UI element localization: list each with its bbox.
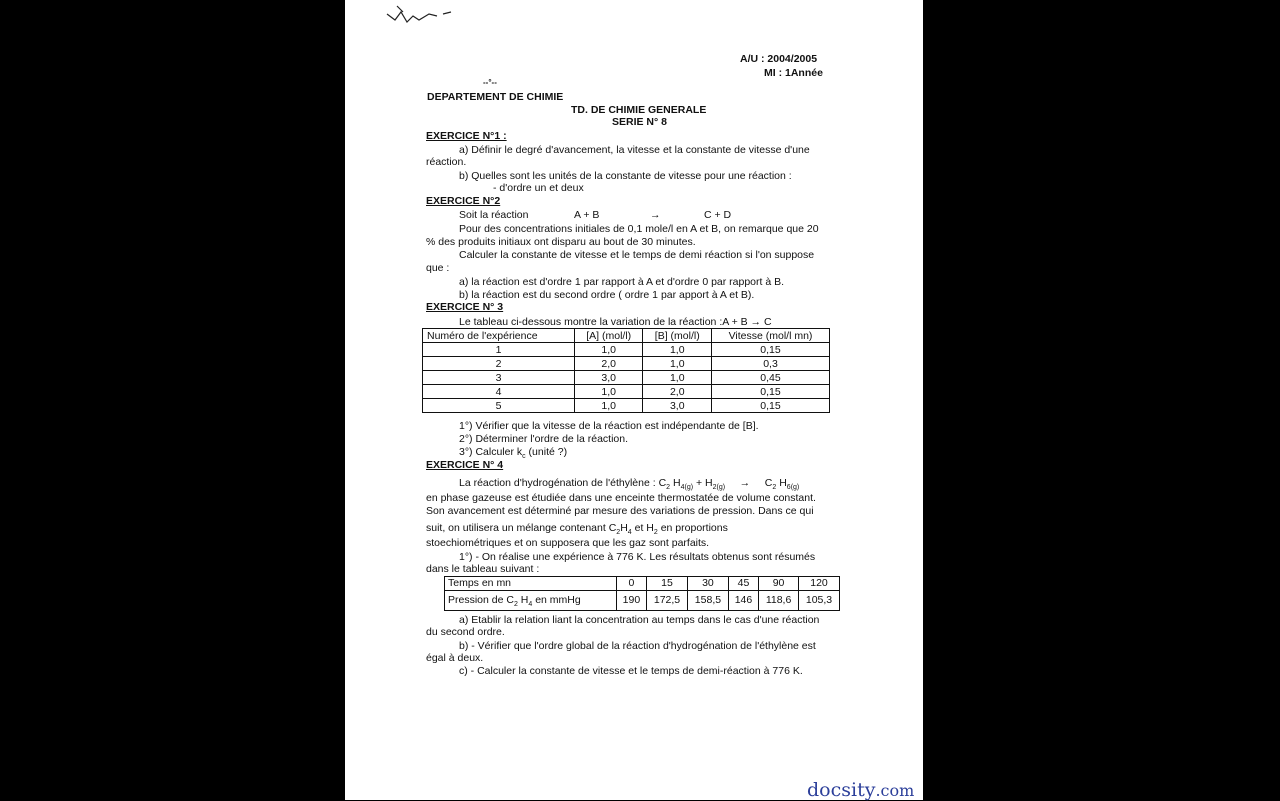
scribble-mark (385, 2, 465, 32)
docsity-watermark: docsity.com (807, 779, 915, 801)
ex2-paragraph-1: Pour des concentrations initiales de 0,1 mole/l en A et B, on remarque que 20 (459, 223, 819, 235)
ex2-reactants: A + B (574, 209, 600, 221)
ex4-paragraph-4: suit, on utilisera un mélange contenant $C_2H_4$ et $H_2$ en proportions (426, 522, 728, 537)
document-page (345, 0, 923, 800)
ex2-arrow: → (650, 209, 661, 221)
class-level: MI : 1Année (764, 67, 823, 79)
exercise-3-heading: EXERCICE N° 3 (426, 301, 504, 313)
ex4-experiment: 1°) - On réalise une expérience à 776 K. Les résultats obtenus sont résumés (459, 551, 816, 563)
table-cell: 0,45 (712, 371, 830, 385)
table-cell: 90 (759, 577, 799, 591)
table-row (423, 371, 830, 385)
table-cell: 1,0 (643, 343, 712, 357)
table-cell: 2 (423, 357, 575, 371)
ex4-table-intro: dans le tableau suivant : (426, 563, 540, 575)
ex2-paragraph-2: % des produits initiaux ont disparu au bout de 30 minutes. (426, 236, 696, 248)
exercise-4-heading: EXERCICE N° 4 (426, 459, 504, 471)
table-cell: 5 (423, 399, 575, 413)
table-cell: 2,0 (643, 385, 712, 399)
ex4-paragraph-2: en phase gazeuse est étudiée dans une enceinte thermostatée de volume constant. (426, 492, 816, 504)
table-cell: 1,0 (643, 357, 712, 371)
ex1-question-b-orders: - d'ordre un et deux (493, 182, 584, 194)
ex4-question-a-cont: du second ordre. (426, 626, 505, 638)
ex4-question-c: c) - Calculer la constante de vitesse et le temps de demi-réaction à 776 K. (459, 665, 803, 677)
ex4-question-a: a) Etablir la relation liant la concentration au temps dans le cas d'une réaction (459, 614, 820, 626)
table-cell: 190 (616, 591, 646, 611)
ex4-reaction-line: La réaction d'hydrogénation de l'éthylène : $C_2$ $H_{4(g)} + H_{2(g)}$ → $C_2$ $H_{6(g)}$ (459, 477, 800, 492)
ex2-soit: Soit la réaction (459, 209, 529, 221)
table-row (423, 343, 830, 357)
ex4-question-b-cont: égal à deux. (426, 652, 484, 664)
small-mark: --°-- (483, 78, 497, 87)
table-cell: 0,15 (712, 399, 830, 413)
table-row (445, 577, 840, 591)
table-cell: 172,5 (647, 591, 688, 611)
table-cell: 3 (423, 371, 575, 385)
column-header: Vitesse (mol/l mn) (712, 329, 830, 343)
ex3-question-2: 2°) Déterminer l'ordre de la réaction. (459, 433, 629, 445)
table-cell: 15 (647, 577, 688, 591)
table-cell: 118,6 (759, 591, 799, 611)
table-cell: 0,15 (712, 385, 830, 399)
table-cell: 3,0 (574, 371, 643, 385)
table-row (423, 399, 830, 413)
ex3-question-3: 3°) Calculer $k_c$ (unité ?) (459, 446, 568, 461)
table-cell: 2,0 (574, 357, 643, 371)
ex1-question-a: a) Définir le degré d'avancement, la vitesse et la constante de vitesse d'une (459, 144, 810, 156)
table-cell: 45 (728, 577, 758, 591)
table-row (445, 591, 840, 611)
table-cell: 3,0 (643, 399, 712, 413)
ex3-intro: Le tableau ci-dessous montre la variation de la réaction :A + B → C (459, 316, 772, 328)
ex2-case-a: a) la réaction est d'ordre 1 par rapport à A et d'ordre 0 par rapport à B. (459, 276, 785, 288)
ex2-paragraph-4: que : (426, 262, 450, 274)
column-header: Numéro de l'expérience (423, 329, 575, 343)
table-cell: 105,3 (799, 591, 840, 611)
ex4-paragraph-3: Son avancement est déterminé par mesure des variations de pression. Dans ce qui (426, 505, 814, 517)
ex3-question-1: 1°) Vérifier que la vitesse de la réaction est indépendante de [B]. (459, 420, 759, 432)
table-cell: 158,5 (687, 591, 728, 611)
ex4-paragraph-5: stoechiométriques et on supposera que les gaz sont parfaits. (426, 537, 710, 549)
table-row (423, 385, 830, 399)
academic-year: A/U : 2004/2005 (740, 53, 818, 65)
table-header-row (423, 329, 830, 343)
exercise-1-heading: EXERCICE N°1 : (426, 130, 507, 142)
series-number: SERIE N° 8 (612, 116, 667, 128)
ex1-question-b: b) Quelles sont les unités de la constante de vitesse pour une réaction : (459, 170, 792, 182)
table-cell: 146 (728, 591, 758, 611)
table-cell: 120 (799, 577, 840, 591)
column-header: [B] (mol/l) (643, 329, 712, 343)
ex3-data-table (422, 328, 830, 413)
ex2-paragraph-3: Calculer la constante de vitesse et le temps de demi réaction si l'on suppose (459, 249, 815, 261)
table-cell: 30 (687, 577, 728, 591)
table-row (423, 357, 830, 371)
column-header: [A] (mol/l) (574, 329, 643, 343)
ex1-question-a-cont: réaction. (426, 156, 467, 168)
ex2-products: C + D (704, 209, 732, 221)
pressure-row-label: Pression de $C_2$ $H_4$ en mmHg (445, 591, 617, 611)
table-cell: 4 (423, 385, 575, 399)
table-cell: 0,15 (712, 343, 830, 357)
ex4-question-b: b) - Vérifier que l'ordre global de la réaction d'hydrogénation de l'éthylène est (459, 640, 816, 652)
time-row-label: Temps en mn (445, 577, 617, 591)
table-cell: 1,0 (643, 371, 712, 385)
page-title: TD. DE CHIMIE GENERALE (571, 104, 707, 116)
department-name: DEPARTEMENT DE CHIMIE (427, 91, 564, 103)
table-cell: 1 (423, 343, 575, 357)
ex4-data-table (444, 576, 840, 611)
exercise-2-heading: EXERCICE N°2 (426, 195, 501, 207)
table-cell: 0 (616, 577, 646, 591)
table-cell: 0,3 (712, 357, 830, 371)
ex2-case-b: b) la réaction est du second ordre ( ordre 1 par apport à A et B). (459, 289, 755, 301)
table-cell: 1,0 (574, 399, 643, 413)
table-cell: 1,0 (574, 343, 643, 357)
table-cell: 1,0 (574, 385, 643, 399)
